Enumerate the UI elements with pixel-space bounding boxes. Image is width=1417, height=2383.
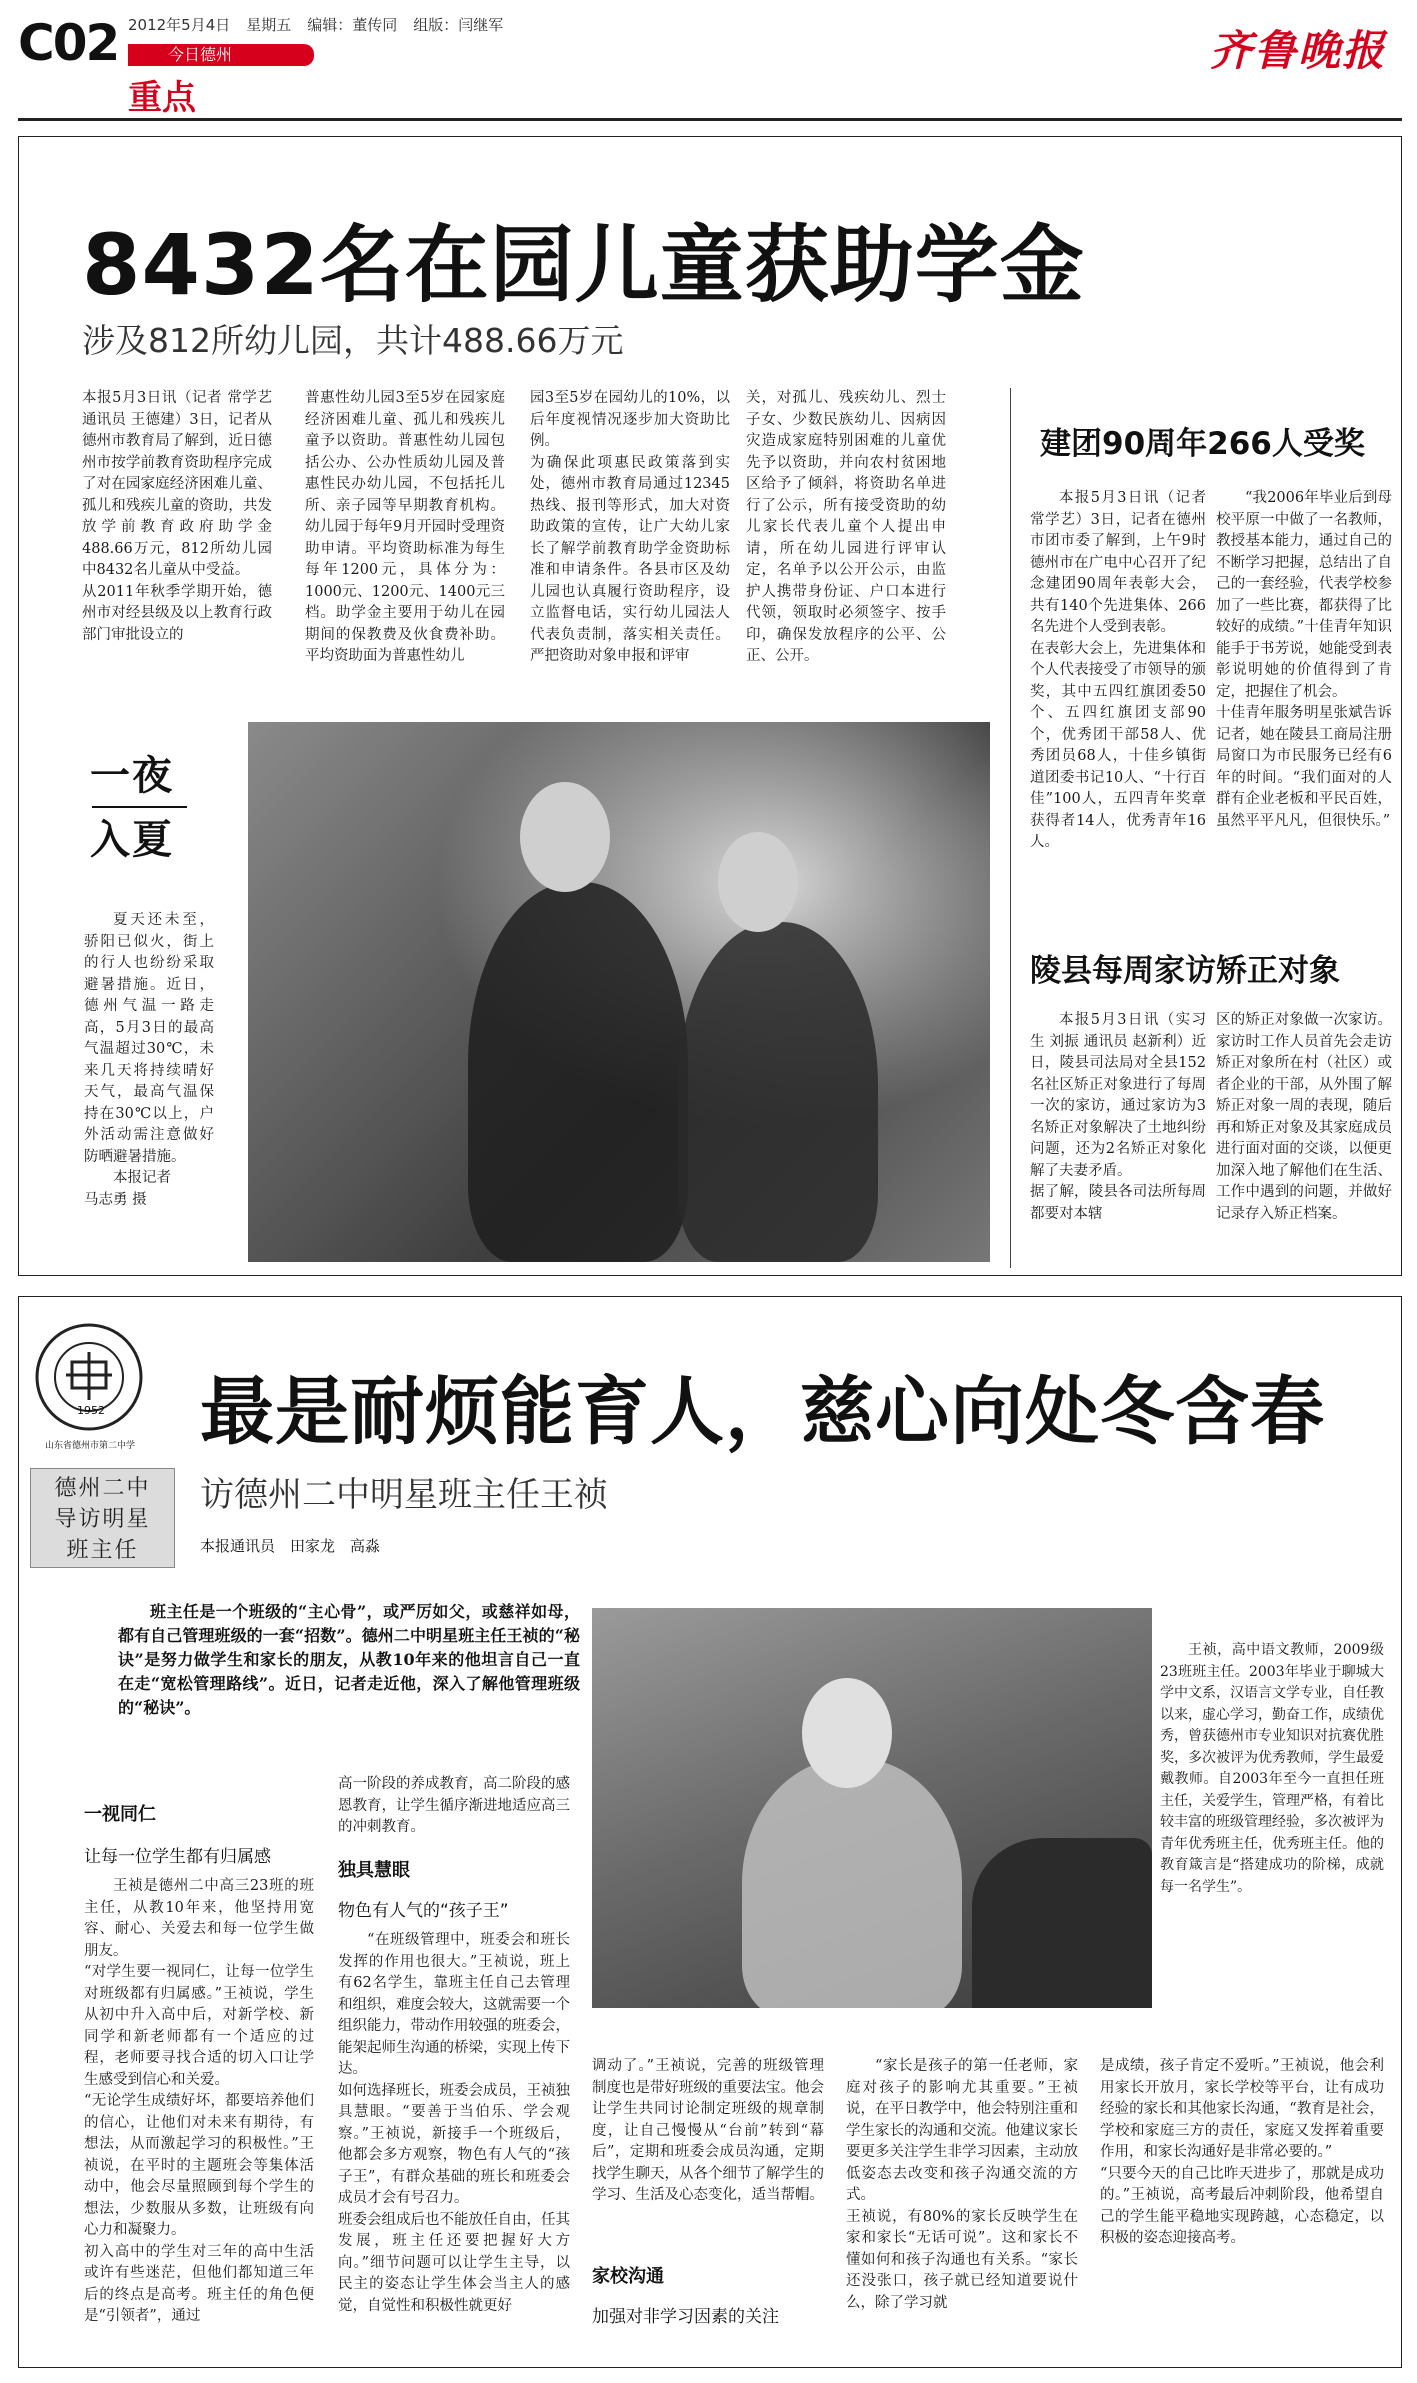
editor-credit: 编辑：董传同 (307, 16, 398, 34)
series-badge (30, 1468, 175, 1568)
header-meta (128, 14, 503, 35)
photo-title (90, 750, 187, 866)
section1-subtitle: 让每一位学生都有归属感 (84, 1847, 271, 1867)
section3-title: 家校沟通 (592, 2266, 664, 2287)
issue-weekday: 星期五 (246, 16, 292, 34)
section-name: 重点 (128, 78, 196, 118)
section4-body: “家长是孩子的第一任老师，家庭对孩子的影响尤其重要。”王祯说，在平日教学中，他会特别注重和学生家长的沟通和交流。他建议家长要更多关注学生非学习因素，主动放低姿态去改变和孩子沟通交流的方式。 王祯说，有80%的家长反映学生在家和家长“无话可说”。这和家长不懂如何和孩子沟通也有关系。“家长还没张口，孩子就已经知道要说什么，除了学习就 (846, 2058, 1078, 2311)
story2-headline: 最是耐烦能育人，慈心向处冬含春 (200, 1369, 1325, 1455)
layout-credit: 组版：闫继军 (413, 16, 504, 34)
pedestrian-left-figure (468, 882, 688, 1262)
section2-subtitle: 物色有人气的“孩子王” (338, 1901, 509, 1921)
section2-heading (338, 1856, 570, 1921)
desk-plant (972, 1838, 1152, 2008)
side1-column-a: 本报5月3日讯（记者 常学艺）3日，记者在德州市团市委了解到，上午9时德州市在广电中心召开了纪念建团90周年表彰大会，共有140个先进集体、266名先进个人受到表彰。 在表彰大会上，先进集体和个人代表接受了市领导的颁奖，其中五四红旗团委50个、五四红旗团支部90个，优秀团干部58人、优秀团员68人，十佳乡镇街道团委书记10人、“十行百佳”100人，五四青年奖章获得者14人，优秀青年16人。 (1030, 490, 1206, 850)
main-subheadline: 涉及812所幼儿园，共计488.66万元 (82, 321, 624, 360)
section2-body: “在班级管理中，班委会和班长发挥的作用也很大。”王祯说，班上有62名学生，靠班主任自己去管理和组织，难度会较大，这就需要一个组织能力，带动作用较强的班委会，能架起师生沟通的桥梁，实现上传下达。 如何选择班长，班委会成员，王祯独具慧眼。“要善于当伯乐、学会观察。”王祯说，新接手一个班级后，他都会多方观察，物色有人气的“孩子王”，有群众基础的班长和班委会成员才会有号召力。 班委会组成后也不能放任自由，任其发展，班主任还要把握好大方向。”细节问题可以让学生主导，以民主的姿态让学生体会当主人的感觉，自觉性和积极性就更好 (338, 1932, 570, 2314)
side-headline-1: 建团90周年266人受奖 (1040, 426, 1365, 462)
pedestrian-right-figure (678, 922, 878, 1262)
side2-column-a: 本报5月3日讯（实习生 刘振 通讯员 赵新利）近日，陵县司法局对全县152名社区矫正对象进行了每周一次的家访，通过家访为3名矫正对象解决了土地纠纷问题，还为2名矫正对象化解了夫妻矛盾。 据了解，陵县各司法所每周都要对本辖 (1030, 1012, 1206, 1222)
page-number: C02 (18, 14, 119, 72)
story2-lead: 班主任是一个班级的“主心骨”，或严厉如父，或慈祥如母，都有自己管理班级的一套“招数”。德州二中明星班主任王祯的“秘诀”是努力做学生和家长的朋友，从教10年来的他坦言自己一直在走“宽松管理路线”。近日，记者走近他，深入了解他管理班级的“秘诀”。 (118, 1602, 580, 1717)
issue-date: 2012年5月4日 (128, 16, 231, 34)
newspaper-logo: 齐鲁晚报 (1210, 26, 1387, 75)
section5-body: 是成绩，孩子肯定不爱听。”王祯说，他会利用家长开放月，家长学校等平台，让有成功经验的家长和其他家长沟通，“教育是社会，学校和家庭三方的责任，家庭又发挥着重要作用，和家长沟通好是非常必要的。” “只要今天的自己比昨天进步了，那就是成功的。”王祯说，高考最后冲刺阶段，他希望自己的学生能平稳地实现跨越，心态稳定，以积极的姿态迎接高考。 (1100, 2058, 1384, 2246)
teacher-portrait (592, 1608, 1152, 2008)
header-rule (18, 118, 1402, 121)
side1-column-b: “我2006年毕业后到母校平原一中做了一名教师，教授基本能力，通过自己的不断学习把握，总结出了自己的一套经验，代表学校参加了一些比赛，都获得了比较好的成绩。”十佳青年知识能手于书芳说，她能受到表彰说明她的价值得到了肯定，把握住了机会。 十佳青年服务明星张斌告诉记者，她在陵县工商局注册局窗口为市民服务已经有6年的时间。“我们面对的人群有企业老板和平民百姓，虽然平平凡凡，但很快乐。” (1216, 490, 1392, 829)
teacher-face (802, 1678, 892, 1788)
school-logo-year: 1952 (77, 1404, 105, 1417)
side2-column-b: 区的矫正对象做一次家访。家访时工作人员首先会走访矫正对象所在村（社区）或者企业的干部，从外围了解矫正对象一周的表现，随后再和矫正对象及其家庭成员进行面对面的交谈，以便更加深入地了解他们在生活、工作中遇到的问题，并做好记录存入矫正档案。 (1216, 1012, 1392, 1222)
badge-line-3: 班主任 (66, 1538, 139, 1563)
section3-heading (592, 2262, 824, 2327)
main-headline: 8432名在园儿童获助学金 (82, 216, 1085, 314)
section-tag: 今日德州 (128, 44, 314, 66)
photo-credit-name: 马志勇 摄 (84, 1191, 147, 1208)
section3-subtitle: 加强对非学习因素的关注 (592, 2307, 779, 2327)
title-rule (92, 806, 187, 808)
story2-byline: 本报通讯员 田家龙 高淼 (200, 1537, 381, 1555)
street-photo (248, 722, 990, 1262)
teacher-figure (742, 1758, 962, 2008)
section2-title: 独具慧眼 (338, 1860, 410, 1881)
story1-column-3: 园3至5岁在园幼儿的10%，以后年度视情况逐步加大资助比例。 为确保此项惠民政策落到实处，德州市教育局通过12345热线、报刊等形式，加大对资助政策的宣传，让广大幼儿家长了解学前教育助学金资助标准和申请条件。各县市区及幼儿园也认真履行资助程序，设立监督电话，实行幼儿园法人代表负责制，落实相关责任。严把资助对象申报和评审 (530, 390, 730, 664)
story1-column-4: 关，对孤儿、残疾幼儿、烈士子女、少数民族幼儿、因病因灾造成家庭特别困难的儿童优先予以资助，并向农村贫困地区给予了倾斜，将资助名单进行了公示，所有接受资助的幼儿家长代表儿童个人提出申请，所在幼儿园进行评审认定，名单予以公开公示，由监护人携带身份证、户口本进行代领，领取时必须签字、按手印，确保发放程序的公平、公正、公开。 (746, 390, 946, 664)
story1-column-1: 本报5月3日讯（记者 常学艺 通讯员 王德建）3日，记者从德州市教育局了解到，近日德州市按学前教育资助程序完成了对在园家庭经济困难儿童、孤儿和残疾儿童的资助，共发放学前教育政府助学金488.66万元，812所幼儿园中8432名儿童从中受益。 从2011年秋季学期开始，德州市对经县级及以上教育行政部门审批设立的 (82, 390, 272, 643)
story2-subheadline: 访德州二中明星班主任王祯 (200, 1475, 608, 1515)
photo-title-line2: 入夏 (90, 817, 174, 863)
badge-line-2: 导访明星 (54, 1507, 151, 1532)
side-headline-2: 陵县每周家访矫正对象 (1030, 953, 1340, 989)
photo-credit-label: 本报记者 (113, 1170, 171, 1186)
teacher-profile: 王祯，高中语文教师，2009级23班班主任。2003年毕业于聊城大学中文系，汉语言文学专业，自任教以来，虚心学习，勤奋工作，成绩优秀，曾获德州市专业知识对抗赛优胜奖，多次被评为优秀教师，学生最爱戴教师。自2003年至今一直担任班主任，关爱学生，管理严格，有着比较丰富的班级管理经验，多次被评为青年优秀班主任，优秀班主任。他的教育箴言是“搭建成功的阶梯，成就每一名学生”。 (1160, 1642, 1384, 1895)
section2-intro: 高一阶段的养成教育，高二阶段的感恩教育，让学生循序渐进地适应高三的冲刺教育。 (338, 1776, 570, 1835)
photo-caption: 夏天还未至，骄阳已似火，街上的行人也纷纷采取避暑措施。近日，德州气温一路走高，5月3日的最高气温超过30℃，未来几天将持续晴好天气，最高气温保持在30℃以上，户外活动需注意做好防晒避暑措施。 本报记者 马志勇 摄 (84, 910, 214, 1260)
story1-column-2: 普惠性幼儿园3至5岁在园家庭经济困难儿童、孤儿和残疾儿童予以资助。普惠性幼儿园包括公办、公办性质幼儿园及普惠性民办幼儿园，不包括托儿所、亲子园等早期教育机构。幼儿园于每年9月开园时受理资助申请。平均资助标准为每生每年1200元，具体分为：1000元、1200元、1400元三档。助学金主要用于幼儿在园期间的保教费及伙食费补助。平均资助面为普惠性幼儿 (305, 390, 505, 664)
school-logo-text: 山东省德州市第二中学 (44, 1441, 135, 1451)
column-divider (1010, 388, 1011, 1268)
section1-body: 王祯是德州二中高三23班的班主任，从教10年来，他坚持用宽容、耐心、关爱去和每一位学生做朋友。 “对学生要一视同仁，让每一位学生对班级都有归属感。”王祯说，学生从初中升入高中后，对新学校、新同学和新老师都有一个适应的过程，老师要寻找合适的切入口让学生感受到信心和关爱。 “无论学生成绩好坏，都要培养他们的信心，让他们对未来有期待，有想法，从而激起学习的积极性。”王祯说，在平时的主题班会等集体活动中，他会尽量照顾到每个学生的想法，少数服从多数，让班级有向心力和凝聚力。 初入高中的学生对三年的高中生活或许有些迷茫，但他们都知道三年后的终点是高考。班主任的角色便是“引领者”，通过 (84, 1878, 314, 2324)
section1-title: 一视同仁 (84, 1804, 156, 1825)
section1-heading (84, 1800, 304, 1867)
section3-body: 调动了。”王祯说，完善的班级管理制度也是带好班级的重要法宝。他会让学生共同讨论制定班级的规章制度，让自己慢慢从“台前”转到“幕后”，定期和班委会成员沟通，定期找学生聊天，从各个细节了解学生的学习、生活及心态变化，适当帮帽。 (592, 2058, 824, 2203)
badge-line-1: 德州二中 (54, 1476, 151, 1501)
pedestrian-right-face (718, 832, 798, 932)
pedestrian-left-face (520, 782, 610, 892)
photo-title-line1: 一夜 (90, 753, 174, 799)
